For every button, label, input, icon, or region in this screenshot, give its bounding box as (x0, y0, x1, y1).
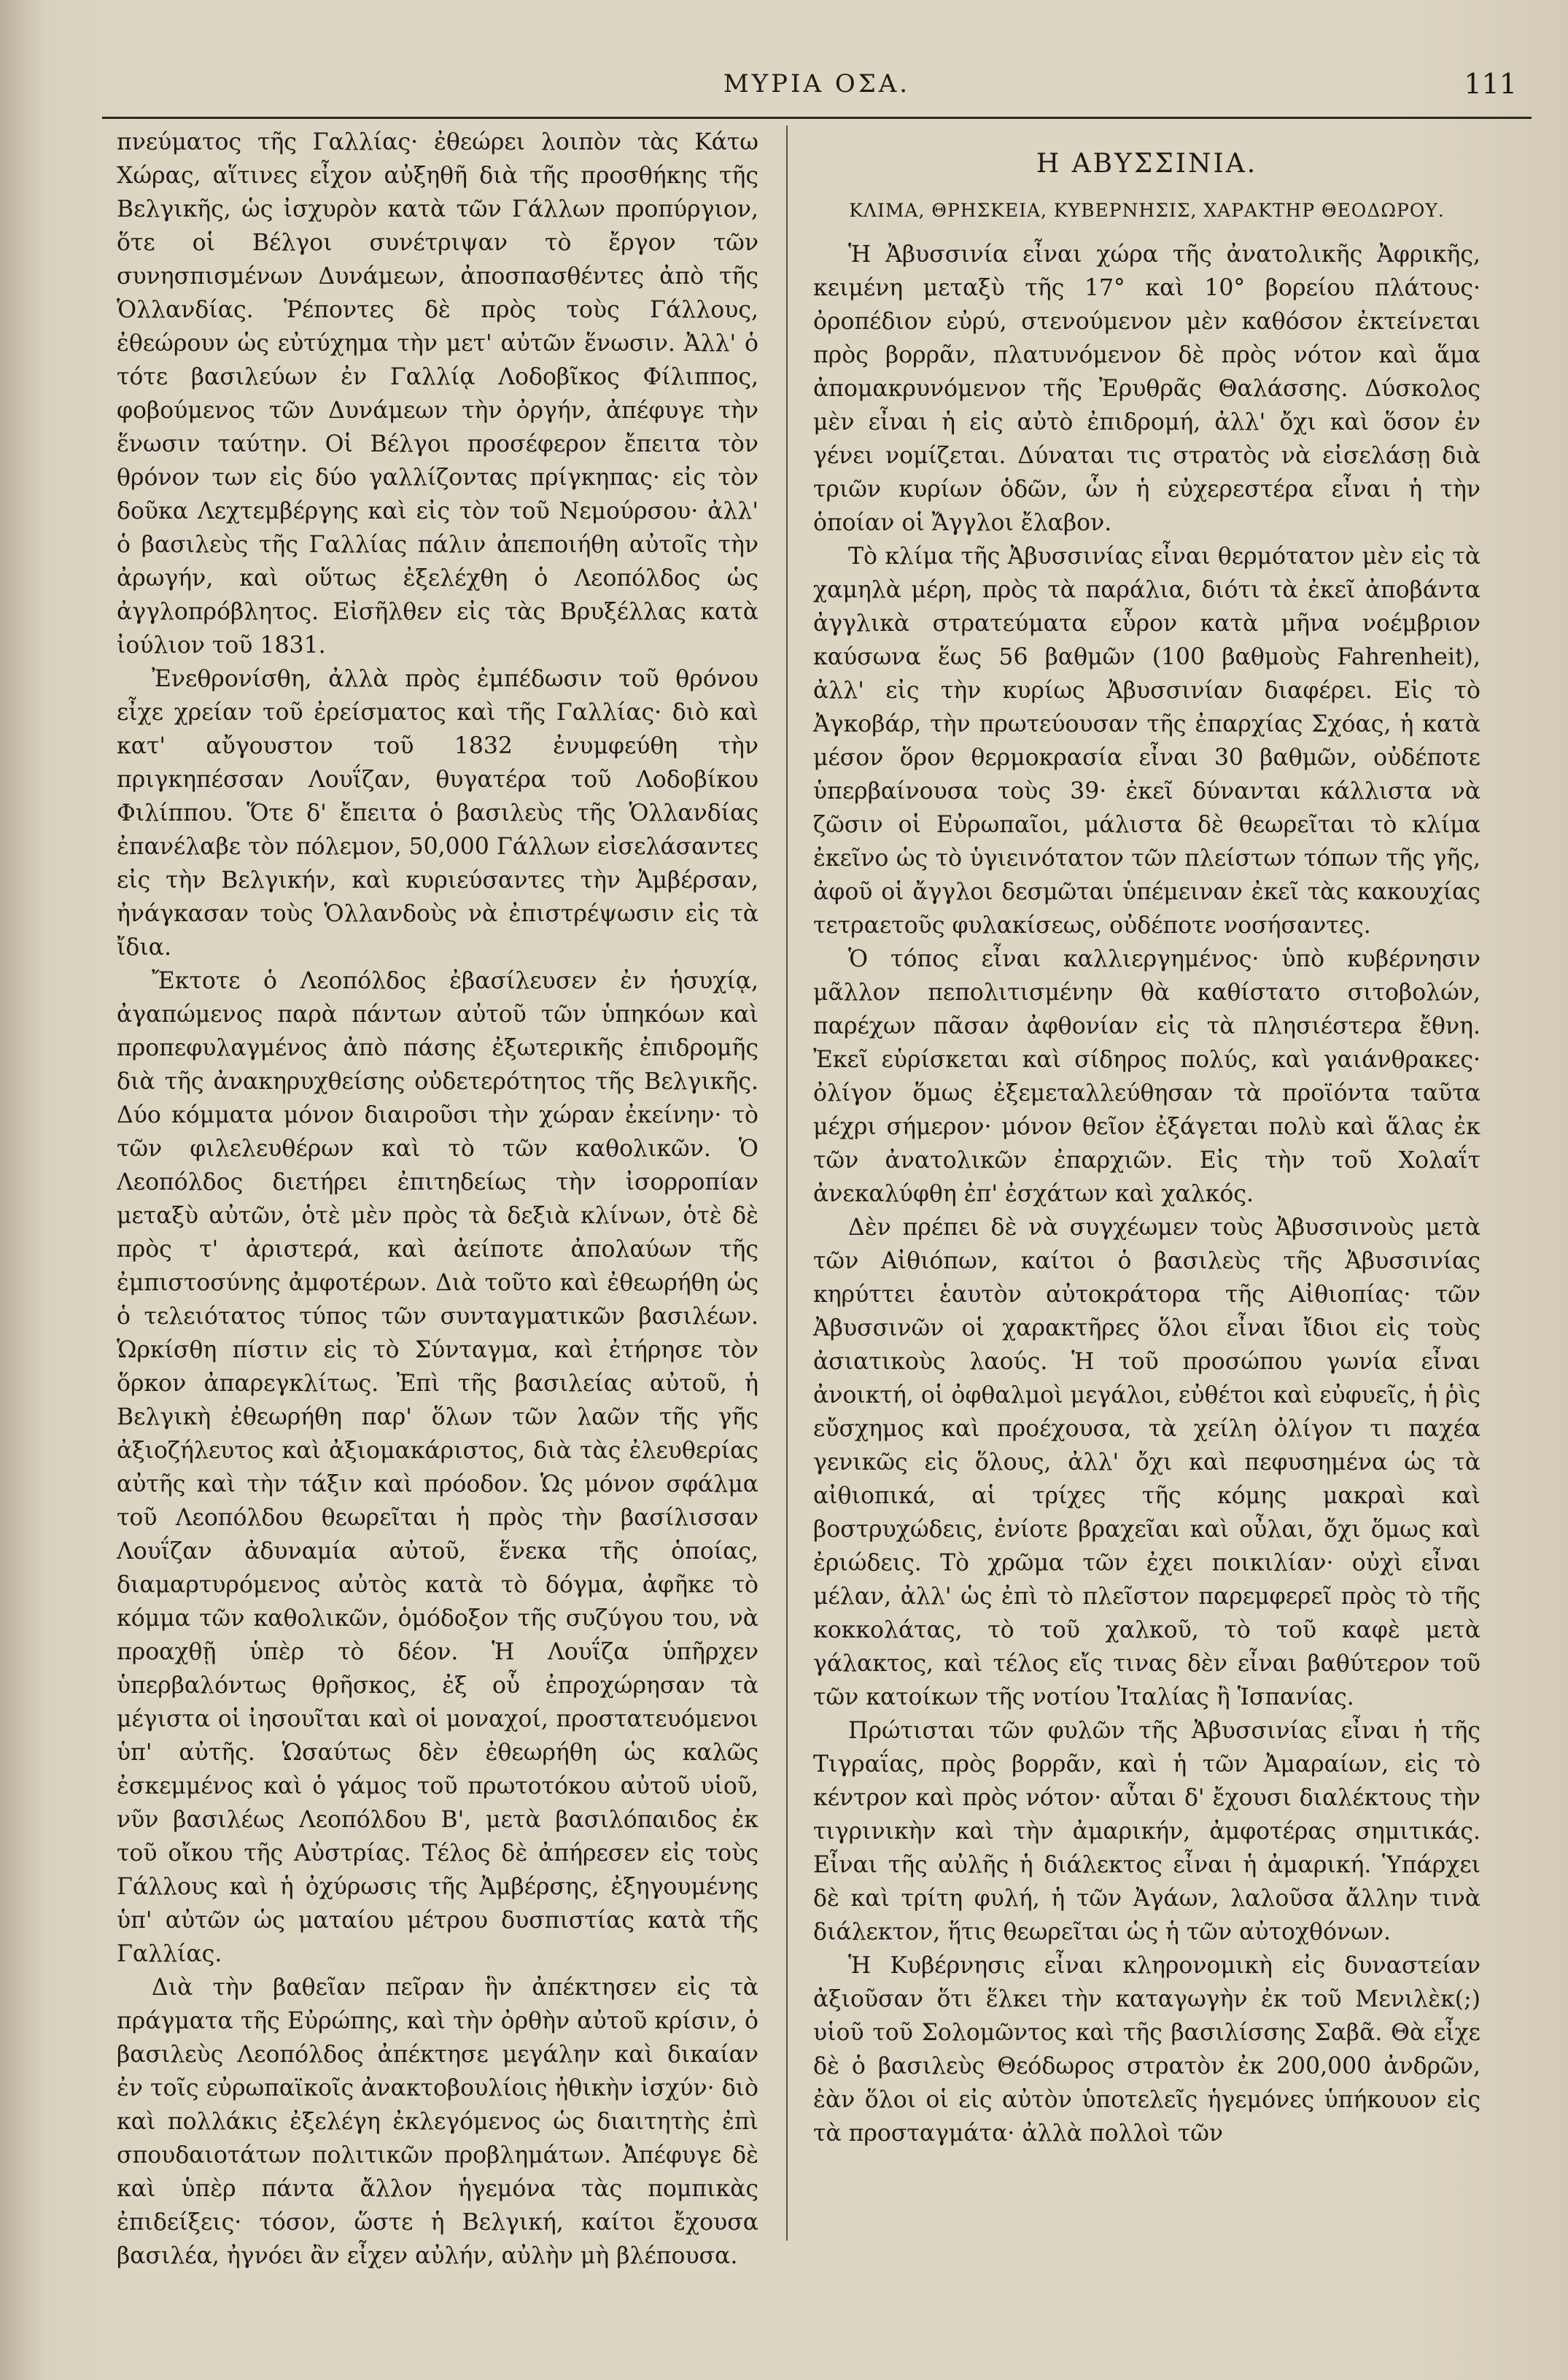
right-paragraph-6: Ἡ Κυβέρνησις εἶναι κληρονομικὴ εἰς δυναστείαν ἀξιοῦσαν ὅτι ἕλκει τὴν καταγωγὴν ἐκ τοῦ Μενιλὲκ(;) υἱοῦ τοῦ Σολομῶντος καὶ τῆς βασιλίσσης Σαβᾶ. Θὰ εἶχε δὲ ὁ βασιλεὺς Θεόδωρος στρατὸν ἐκ 200,000 ἀνδρῶν, ἐὰν ὅλοι οἱ εἰς αὐτὸν ὑποτελεῖς ἡγεμόνες ὑπήκουον εἰς τὰ προσταγμάτα· ἀλλὰ πολλοὶ τῶν (813, 1953, 1480, 2147)
right-paragraph-5: Πρώτισται τῶν φυλῶν τῆς Ἀβυσσινίας εἶναι ἡ τῆς Τιγραΐας, πρὸς βορρᾶν, καὶ ἡ τῶν Ἀμαραίων, εἰς τὸ κέντρον καὶ πρὸς νότον· αὗται δ' ἔχουσι διαλέκτους τὴν τιγρινικὴν καὶ τὴν ἀμαρικήν, ἀμφοτέρας σημιτικάς. Εἶναι τῆς αὐλῆς ἡ διάλεκτος εἶναι ἡ ἀμαρική. Ὑπάρχει δὲ καὶ τρίτη φυλή, ἡ τῶν Ἀγάων, λαλοῦσα ἄλλην τινὰ διάλεκτον, ἥτις θεωρεῖται ὡς ἡ τῶν αὐτοχθόνων. (813, 1718, 1480, 1945)
left-paragraph-4: Διὰ τὴν βαθεῖαν πεῖραν ἣν ἀπέκτησεν εἰς τὰ πράγματα τῆς Εὐρώπης, καὶ τὴν ὀρθὴν αὐτοῦ κρίσιν, ὁ βασιλεὺς Λεοπόλδος ἀπέκτησε μεγάλην καὶ δικαίαν ἐν τοῖς εὐρωπαϊκοῖς ἀνακτοβουλίοις ἠθικὴν ἰσχύν· διὸ καὶ πολλάκις ἐξελέγη ἐκλεγόμενος ὡς διαιτητὴς ἐπὶ σπουδαιοτάτων πολιτικῶν προβλημάτων. Ἀπέφυγε δὲ καὶ ὑπὲρ πάντα ἄλλον ἡγεμόνα τὰς πομπικὰς ἐπιδείξεις· τόσον, ὥστε ἡ Βελγική, καίτοι ἔχουσα βασιλέα, ἠγνόει ἂν εἶχεν αὐλήν, αὐλὴν μὴ βλέπουσα. (117, 1974, 758, 2269)
column-divider (786, 125, 788, 2241)
running-head (102, 62, 1532, 120)
right-column (813, 125, 1480, 2150)
page-number: 111 (1464, 68, 1517, 100)
right-paragraph-4: Δὲν πρέπει δὲ νὰ συγχέωμεν τοὺς Ἀβυσσινοὺς μετὰ τῶν Αἰθιόπων, καίτοι ὁ βασιλεὺς τῆς Ἀβυσσινίας κηρύττει ἑαυτὸν αὐτοκράτορα τῆς Αἰθιοπίας· τῶν Ἀβυσσινῶν οἱ χαρακτῆρες ὅλοι εἶναι ἴδιοι εἰς τοὺς ἀσιατικοὺς λαούς. Ἡ τοῦ προσώπου γωνία εἶναι ἀνοικτή, οἱ ὀφθαλμοὶ μεγάλοι, εὐθέτοι καὶ εὐφυεῖς, ἡ ῥὶς εὔσχημος καὶ προέχουσα, τὰ χείλη ὀλίγον τι παχέα γενικῶς εἰς ὅλους, ἀλλ' ὄχι καὶ πεφυσημένα ὡς τὰ αἰθιοπικά, αἱ τρίχες τῆς κόμης μακραὶ καὶ βοστρυχώδεις, ἐνίοτε βραχεῖαι καὶ οὖλαι, ὄχι ὅμως καὶ ἐριώδεις. Τὸ χρῶμα τῶν ἐχει ποικιλίαν· οὐχὶ εἶναι μέλαν, ἀλλ' ὡς ἐπὶ τὸ πλεῖστον παρεμφερεῖ πρὸς τὸ τῆς κοκκολάτας, τὸ τοῦ χαλκοῦ, τὸ τοῦ καφὲ μετὰ γάλακτος, καὶ τέλος εἴς τινας δὲν εἶναι βαθύτερον τοῦ τῶν κατοίκων τῆς νοτίου Ἰταλίας ἢ Ἱσπανίας. (813, 1214, 1480, 1710)
section-subtitle: ΚΛΙΜΑ, ΘΡΗΣΚΕΙΑ, ΚΥΒΕΡΝΗΣΙΣ, ΧΑΡΑΚΤΗΡ ΘΕΟΔΩΡΟΥ. (849, 200, 1445, 221)
left-paragraph-3: Ἔκτοτε ὁ Λεοπόλδος ἐβασίλευσεν ἐν ἡσυχίᾳ, ἀγαπώμενος παρὰ πάντων αὐτοῦ τῶν ὑπηκόων καὶ προπεφυλαγμένος ἀπὸ πάσης ἐξωτερικῆς ἐπιδρομῆς διὰ τῆς ἀνακηρυχθείσης οὐδετερότητος τῆς Βελγικῆς. Δύο κόμματα μόνον διαιροῦσι τὴν χώραν ἐκείνην· τὸ τῶν φιλελευθέρων καὶ τὸ τῶν καθολικῶν. Ὁ Λεοπόλδος διετήρει ἐπιτηδείως τὴν ἰσορροπίαν μεταξὺ αὐτῶν, ὁτὲ μὲν πρὸς τὰ δεξιὰ κλίνων, ὁτὲ δὲ πρὸς τ' ἀριστερά, καὶ ἀείποτε ἀπολαύων τῆς ἐμπιστοσύνης ἀμφοτέρων. Διὰ τοῦτο καὶ ἐθεωρήθη ὡς ὁ τελειότατος τύπος τῶν συνταγματικῶν βασιλέων. Ὡρκίσθη πίστιν εἰς τὸ Σύνταγμα, καὶ ἐτήρησε τὸν ὅρκον ἀπαρεγκλίτως. Ἐπὶ τῆς βασιλείας αὐτοῦ, ἡ Βελγικὴ ἐθεωρήθη παρ' ὅλων τῶν λαῶν τῆς γῆς ἀξιοζήλευτος καὶ ἀξιομακάριστος, διὰ τὰς ἐλευθερίας αὐτῆς καὶ τὴν τάξιν καὶ πρόοδον. Ὡς μόνον σφάλμα τοῦ Λεοπόλδου θεωρεῖται ἡ πρὸς τὴν βασίλισσαν Λουΐζαν ἀδυναμία αὐτοῦ, ἕνεκα τῆς ὁποίας, διαμαρτυρόμενος αὐτὸς κατὰ τὸ δόγμα, ἀφῆκε τὸ κόμμα τῶν καθολικῶν, ὁμόδοξον τῆς συζύγου του, νὰ προαχθῇ ὑπὲρ τὸ δέον. Ἡ Λουΐζα ὑπῆρχεν ὑπερβαλόντως θρῆσκος, ἐξ οὗ ἐπροχώρησαν τὰ μέγιστα οἱ ἰησουῖται καὶ οἱ μοναχοί, προστατευόμενοι ὑπ' αὐτῆς. Ὡσαύτως δὲν ἐθεωρήθη ὡς καλῶς ἐσκεμμένος καὶ ὁ γάμος τοῦ πρωτοτόκου αὐτοῦ υἱοῦ, νῦν βασιλέως Λεοπόλδου Β', μετὰ βασιλόπαιδος ἐκ τοῦ οἴκου τῆς Αὐστρίας. Τέλος δὲ ἀπήρεσεν εἰς τοὺς Γάλλους καὶ ἡ ὀχύρωσις τῆς Ἀμβέρσης, ἐξηγουμένης ὑπ' αὐτῶν ὡς ματαίου μέτρου δυσπιστίας κατὰ τῆς Γαλλίας. (117, 968, 758, 1967)
right-paragraph-3: Ὁ τόπος εἶναι καλλιεργημένος· ὑπὸ κυβέρνησιν μᾶλλον πεπολιτισμένην θὰ καθίστατο σιτοβολών, παρέχων πᾶσαν ἀφθονίαν εἰς τὰ πλησιέστερα ἔθνη. Ἐκεῖ εὑρίσκεται καὶ σίδηρος πολύς, καὶ γαιάνθρακες· ὀλίγον ὅμως ἐξεμεταλλεύθησαν τὰ προϊόντα ταῦτα μέχρι σήμερον· μόνον θεῖον ἐξάγεται πολὺ καὶ ἅλας ἐκ τῶν ἀνατολικῶν ἐπαρχιῶν. Εἰς τὴν τοῦ Χολαΐτ ἀνεκαλύφθη ἐπ' ἐσχάτων καὶ χαλκός. (813, 946, 1480, 1207)
right-paragraph-2: Τὸ κλίμα τῆς Ἀβυσσινίας εἶναι θερμότατον μὲν εἰς τὰ χαμηλὰ μέρη, πρὸς τὰ παράλια, διότι τὰ ἐκεῖ ἀποβάντα ἀγγλικὰ στρατεύματα εὗρον κατὰ μῆνα νοέμβριον καύσωνα ἕως 56 βαθμῶν (100 βαθμοὺς Fahrenheit), ἀλλ' εἰς τὴν κυρίως Ἀβυσσινίαν διαφέρει. Εἰς τὸ Ἀγκοβάρ, τὴν πρωτεύουσαν τῆς ἐπαρχίας Σχόας, ἡ κατὰ μέσον ὅρον θερμοκρασία εἶναι 30 βαθμῶν, οὐδέποτε ὑπερβαίνουσα τοὺς 39· ἐκεῖ δύνανται κάλλιστα νὰ ζῶσιν οἱ Εὐρωπαῖοι, μάλιστα δὲ θεωρεῖται τὸ κλίμα ἐκεῖνο ὡς τὸ ὑγιεινότατον τῶν πλείστων τόπων τῆς γῆς, ἀφοῦ οἱ ἄγγλοι δεσμῶται ὑπέμειναν ἐκεῖ τὰς κακουχίας τετραετοῦς φυλακίσεως, οὐδέποτε νοσήσαντες. (813, 543, 1480, 939)
left-paragraph-2: Ἐνεθρονίσθη, ἀλλὰ πρὸς ἐμπέδωσιν τοῦ θρόνου εἶχε χρείαν τοῦ ἐρείσματος καὶ τῆς Γαλλίας· διὸ καὶ κατ' αὔγουστον τοῦ 1832 ἐνυμφεύθη τὴν πριγκηπέσσαν Λουΐζαν, θυγατέρα τοῦ Λοδοβίκου Φιλίππου. Ὅτε δ' ἔπειτα ὁ βασιλεὺς τῆς Ὁλλανδίας ἐπανέλαβε τὸν πόλεμον, 50,000 Γάλλων εἰσελάσαντες εἰς τὴν Βελγικήν, καὶ κυριεύσαντες τὴν Ἀμβέρσαν, ἠνάγκασαν τοὺς Ὁλλανδοὺς νὰ ἐπιστρέψωσιν εἰς τὰ ἴδια. (117, 666, 758, 961)
running-title: ΜΥΡΙΑ ΟΣΑ. (723, 69, 911, 98)
right-paragraph-1: Ἡ Ἀβυσσινία εἶναι χώρα τῆς ἀνατολικῆς Ἀφρικῆς, κειμένη μεταξὺ τῆς 17° καὶ 10° βορείου πλάτους· ὀροπέδιον εὐρύ, στενούμενον μὲν καθόσον ἐκτείνεται πρὸς βορρᾶν, πλατυνόμενον δὲ πρὸς νότον καὶ ἅμα ἀπομακρυνόμενον τῆς Ἐρυθρᾶς Θαλάσσης. Δύσκολος μὲν εἶναι ἡ εἰς αὐτὸ ἐπιδρομή, ἀλλ' ὄχι καὶ ὅσον ἐν γένει νομίζεται. Δύναται τις στρατὸς νὰ εἰσελάσῃ διὰ τριῶν κυρίων ὁδῶν, ὧν ἡ εὐχερεστέρα εἶναι ἡ τὴν ὁποίαν οἱ Ἄγγλοι ἔλαβον. (813, 241, 1480, 536)
left-column (117, 125, 758, 2273)
section-title: Η ΑΒΥΣΣΙΝΙΑ. (1036, 149, 1258, 179)
left-paragraph-1: πνεύματος τῆς Γαλλίας· ἐθεώρει λοιπὸν τὰς Κάτω Χώρας, αἵτινες εἶχον αὐξηθῆ διὰ τῆς προσθήκης τῆς Βελγικῆς, ὡς ἰσχυρὸν κατὰ τῶν Γάλλων προπύργιον, ὅτε οἱ Βέλγοι συνέτριψαν τὸ ἔργον τῶν συνησπισμένων Δυνάμεων, ἀποσπασθέντες ἀπὸ τῆς Ὁλλανδίας. Ῥέποντες δὲ πρὸς τοὺς Γάλλους, ἐθεώρουν ὡς εὐτύχημα τὴν μετ' αὐτῶν ἕνωσιν. Ἀλλ' ὁ τότε βασιλεύων ἐν Γαλλίᾳ Λοδοβῖκος Φίλιππος, φοβούμενος τῶν Δυνάμεων τὴν ὀργήν, ἀπέφυγε τὴν ἕνωσιν ταύτην. Οἱ Βέλγοι προσέφερον ἔπειτα τὸν θρόνον των εἰς δύο γαλλίζοντας πρίγκηπας· εἰς τὸν δοῦκα Λεχτεμβέργης καὶ εἰς τὸν τοῦ Νεμούρσου· ἀλλ' ὁ βασιλεὺς τῆς Γαλλίας πάλιν ἀπεποιήθη αὐτοῖς τὴν ἀρωγήν, καὶ οὕτως ἐξελέχθη ὁ Λεοπόλδος ὡς ἀγγλοπρόβλητος. Εἰσῆλθεν εἰς τὰς Βρυξέλλας κατὰ ἰούλιον τοῦ 1831. (117, 129, 758, 659)
header-rule (102, 117, 1532, 119)
